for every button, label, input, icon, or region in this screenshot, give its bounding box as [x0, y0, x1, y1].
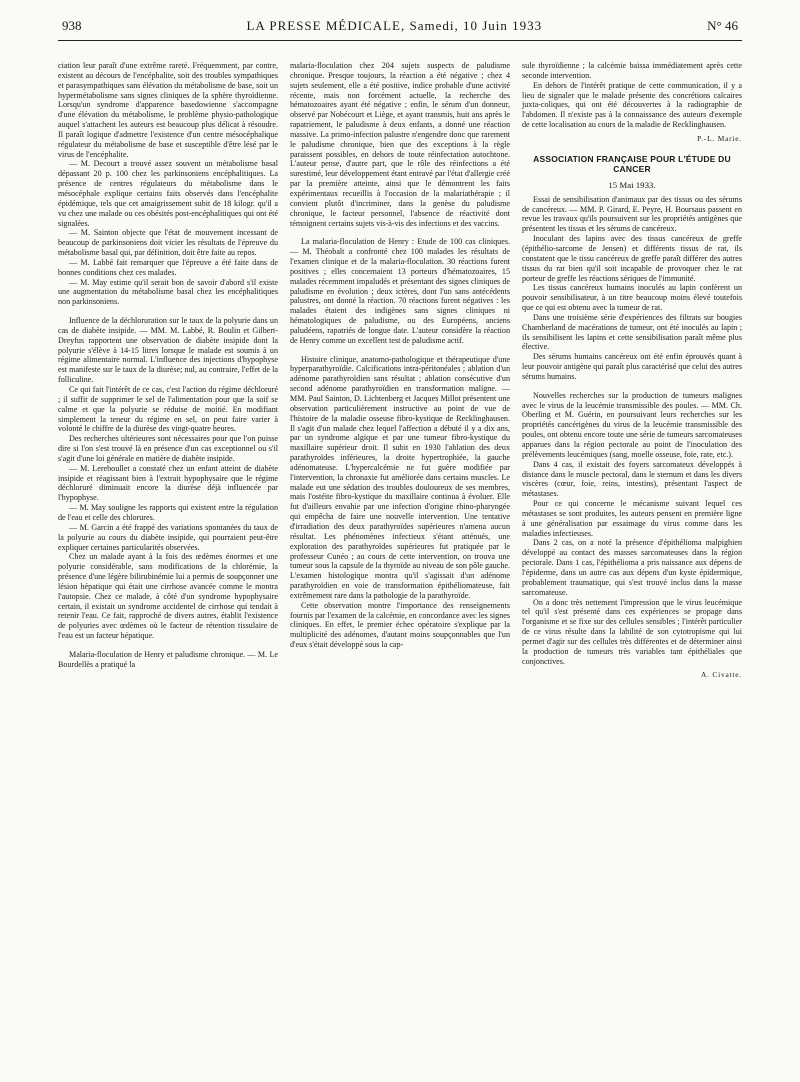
paragraph: — M. Sainton objecte que l'état de mouvement incessant de beaucoup de parkinsoniens doit vicier les résultats de l'épreuve du métabolisme basal qui, par définition, doit être faite au repos.: [58, 228, 278, 258]
paragraph: Cette observation montre l'importance des renseignements fournis par l'examen de la calcémie, en concordance avec les signes cliniques. En effet, le premier échec opératoire s'explique par la multiplicité des adénomes, d'autant moins soupçonnables que l'un d'eux s'était développé sous la cap-: [290, 600, 510, 650]
paragraph: Chez un malade ayant à la fois des œdèmes énormes et une polyurie considérable, sans modifications de la chlorémie, la présence d'une légère bilirubinémie lui a permis de soupçonner une lésion hépatique qui était une cirrhose avancée comme le montra l'autopsie. Chez ce malade, à côté d'un syndrome hypophysaire certain, il existait un syndrome accidentel de cirrhose qui tendait à retenir l'eau. Ce fait, rapproché de divers autres, établit l'existence de polyuries avec œdèmes où le facteur de rétention tissulaire de l'eau est un facteur hépatique.: [58, 552, 278, 641]
paragraph: Inoculant des lapins avec des tissus cancéreux de greffe (épithélio-sarcome de Jensen) et différents tissus de rat, ils constatent que le tissu cancéreux de greffe paraît différer des autres tissus du rat bien qu'il soit incapable de provoquer chez le rat porteur de greffe les réactions sériques de l'immunité.: [522, 234, 742, 283]
paragraph: Influence de la déchloruration sur le taux de la polyurie dans un cas de diabète insipide. — MM. M. Labbé, R. Boulin et Gilbert-Dreyfus rapportent une observation de diabète insipide dont la polyurie s'élève à 14-15 litres lorsque le malade est soumis à un régime alimentaire normal. L'influence des injections d'hypophyse est manifeste sur le taux de la diurèse; nul, au contraire, l'effet de la folliculine.: [58, 316, 278, 385]
column-2: [290, 61, 510, 680]
paragraph: On a donc très nettement l'impression que le virus leucémique tel qu'il s'est présenté dans ces expériences se propage dans l'organisme et se fixe sur des cellules sensibles ; l'intérêt particulier de ce virus résulte dans la labilité de son cytotropisme qui lui permet d'agir sur des cellules très différentes et de déterminer ainsi la production de tumeurs très variables tant épithéliales que conjonctives.: [522, 597, 742, 666]
paragraph: — M. Lereboullet a constaté chez un enfant atteint de diabète insipide et réagissant bien à l'extrait hypophysaire que le régime déchloruré diminuait encore la diurèse déjà influencée par l'hypophyse.: [58, 463, 278, 503]
issue-number: N° 46: [707, 18, 738, 33]
page-number: 938: [62, 18, 82, 33]
paragraph: Les tissus cancéreux humains inoculés au lapin confèrent un pouvoir sensibilisateur, à un titre beaucoup moins élevé toutefois que ce qui est obtenu avec la tumeur de rat.: [522, 283, 742, 313]
paragraph: Essai de sensibilisation d'animaux par des tissus ou des sérums de cancéreux. — MM. P. Girard, E. Peyre, H. Boursaus passent en revue les travaux qu'ils poursuivent sur les propriétés antigènes que présentent les tissus et les sérums de cancéreux.: [522, 194, 742, 234]
paragraph: — M. Garcin a été frappé des variations spontanées du taux de la polyurie au cours du diabète insipide, qui pourraient peut-être expliquer certaines particularités observées.: [58, 522, 278, 552]
paragraph: Pour ce qui concerne le mécanisme suivant lequel ces métastases se sont produites, les auteurs pensent en première ligne à une généralisation par essaimage du virus comme dans les maladies infectieuses.: [522, 499, 742, 538]
section-heading: ASSOCIATION FRANÇAISE POUR L'ÉTUDE DU CANCER: [533, 153, 731, 174]
article-columns: [58, 61, 742, 680]
paragraph: Nouvelles recherches sur la production de tumeurs malignes avec le virus de la leucémie transmissible des poules. — MM. Ch. Oberling et M. Guérin, en poursuivant leurs recherches sur les propriétés cancérigènes du virus de la leucémie transmissible des poules, ont obtenu encore toute une série de tumeurs sarcomateuses apparues dans la région pectorale au point de l'inoculation des prélèvements leucémiques (sang, moelle osseuse, foie, rate, etc.).: [522, 390, 742, 459]
paragraph: Dans une troisième série d'expériences des filtrats sur bougies Chamberland de macérations de tumeur, ont été inoculés au lapin ; ils sensibilisent les lapins et cette sensibilisation paraît même plus élective.: [522, 312, 742, 352]
paragraph: — M. May estime qu'il serait bon de savoir d'abord s'il existe une augmentation du métabolisme basal chez les encéphalitiques non parkinsoniens.: [58, 277, 278, 307]
paragraph: Dans 4 cas, il existait des foyers sarcomateux développés à distance dans le muscle pectoral, dans le sternum et dans les divers viscères (cœur, foie, reins, intestins), présentant l'aspect de métastases.: [522, 459, 742, 499]
paragraph: Des recherches ultérieures sont nécessaires pour que l'on puisse dire si l'on s'est trouvé là en présence d'un cas exceptionnel ou s'il s'agit d'une loi générale en matière de diabète insipide.: [58, 434, 278, 463]
session-date: 15 Mai 1933.: [608, 179, 656, 190]
paragraph: En dehors de l'intérêt pratique de cette communication, il y a lieu de signaler que le malade présente des concrétions calcaires juxta-coliques, qui ont été découvertes à la radiographie de l'abdomen. Il n'existe pas à la connaissance des auteurs d'exemple de cette localisation au cours de la maladie de Recklinghausen.: [522, 80, 742, 130]
paragraph: Histoire clinique, anatomo-pathologique et thérapeutique d'une hyperparathyroïdie. Calcifications intra-péritonéales ; ablation d'un adénome parathyroïdien sans résultat ; ablation consécutive d'un second adénome parathyroïdien en transformation maligne. — MM. Paul Sainton, D. Lichtenberg et Jacques Millot présentent une observation particulièrement instructive au point de vue de l'histoire de la maladie osseuse fibro-kystique de Recklinghausen. Il s'agit d'un malade chez lequel l'affection a débuté il y a dix ans, par un syndrome algique et par une tumeur fibro-kystique du maxillaire supérieur droit. Il subit en 1930 l'ablation des deux parathyroïdes inférieures, la droite hypertrophiée, la gauche adénomateuse. L'hypercalcémie ne fut guère modifiée par l'intervention, la chronaxie fut améliorée dans certains muscles. Le malade eut une sédation des troubles douloureux de ses membres, mais l'ostéite fibro-kystique du maxillaire continua à évoluer. Elle fut d'ailleurs envahie par une infection d'origine rhino-pharyngée qui empêcha de faire une nouvelle intervention. Une tentative d'irradiation des deux parathyroïdes supérieures n'amena aucun résultat. Les phénomènes infectieux s'étant atténués, une exploration des parathyroïdes supérieures fut pratiquée par le professeur Cunéo ; au cours de cette intervention, on trouva une tumeur sous la capsule de la thyroïde au niveau de son pôle gauche. L'examen histologique montra qu'il s'agissait d'un adénome parathyroïdien en voie de transformation épithéliomateuse, fait extrêmement rare dans la pathologie de la parathyroïde.: [290, 354, 510, 600]
page-header: [58, 18, 742, 41]
paragraph: ciation leur paraît d'une extrême rareté. Fréquemment, par contre, existent au décours de l'encéphalite, soit des troubles sympathiques et parasympathiques sans élévation du métabolisme de base, soit un hypermétabolisme sans signes cliniques de la sphère thyroïdienne. Lorsqu'un syndrome d'apparence basedowienne s'accompagne d'une élévation du métabolisme, le problème physio-pathologique auquel s'attachent les auteurs est beaucoup plus délicat à résoudre. Il paraît logique d'admettre l'existence d'un centre mésocéphalique régulateur du métabolisme de base et susceptible d'être lésé par le virus de l'encéphalite.: [58, 61, 278, 159]
paragraph: — M. Decourt a trouvé assez souvent un métabolisme basal dépassant 20 p. 100 chez les parkinsoniens encéphalitiques. La présence de centres régulateurs du métabolisme dans le mésocéphale explique certains faits observés dans l'encéphalite épidémique, tels que cet amaigrissement subit de 18 kilogr. qu'il a vu chez une malade ou ces obésités post-encéphalitiques qui ont été signalées.: [58, 159, 278, 228]
author-signature: A. Civatte.: [700, 670, 742, 680]
paragraph: Dans 2 cas, on a noté la présence d'épithélioma malpighien développé au contact des masses sarcomateuses dans la région pectorale. Dans 1 cas, l'épithélioma a pris naissance aux dépens de l'épiderme, dans un autre cas aux dépens d'un kyste épidermique, probablement traumatique, qui s'est trouvé inclus dans la masse sarcomateuse.: [522, 538, 742, 597]
column-1: [58, 61, 278, 680]
paragraph: La malaria-floculation de Henry : Etude de 100 cas cliniques. — M. Théobalt a confronté chez 100 malades les résultats de l'examen clinique et de la malaria-floculation. 30 réactions furent positives ; elles concernaient 13 porteurs d'hématozoaires, 15 malades récemment impaludés et présentant des signes cliniques de paludisme en évolution ; deux ictères, dont l'un sans antécédents palustres, ont donné la réaction. 70 réactions furent négatives : les malades étaient des indigènes sans signes cliniques ni hématologiques de paludisme, ou des Européens, anciens paludéens, rapatriés de longue date. L'auteur considère la réaction de Henry comme un excellent test de paludisme actif.: [290, 237, 510, 345]
journal-title: LA PRESSE MÉDICALE, Samedi, 10 Juin 1933: [246, 18, 543, 33]
author-signature: P.-L. Marie.: [697, 133, 742, 143]
paragraph: — M. Labbé fait remarquer que l'épreuve a été faite dans de bonnes conditions chez ces malades.: [58, 257, 278, 277]
paragraph: Ce qui fait l'intérêt de ce cas, c'est l'action du régime déchloruré ; il suffit de supprimer le sel de l'alimentation pour que la soif se calme et que la polyurie se réduise de moitié. En modifiant simplement la teneur du régime en sel, on peut faire varier à volonté le chiffre de la diurèse des vingt-quatre heures.: [58, 385, 278, 434]
paragraph: — M. May souligne les rapports qui existent entre la régulation de l'eau et celle des chlorures.: [58, 503, 278, 522]
paragraph: Malaria-floculation de Henry et paludisme chronique. — M. Le Bourdellès a pratiqué la: [58, 649, 278, 669]
paragraph: malaria-floculation chez 204 sujets suspects de paludisme chronique. Presque toujours, la réaction a été négative ; chez 4 sujets seulement, elle a été positive, indice probable d'une activité récente, mais non forcément actuelle, la recherche des hématozoaires ayant été négative ; enfin, le sérum d'un donneur, observé par Nobécourt et Liège, et ayant transmis, huit ans après le rapatriement, le paludisme à deux enfants, a donné une réaction massive. La primo-infection palustre n'engendre donc que rarement le paludisme chronique, bien que des exceptions à la règle paraissent possibles, en dehors de toute réinfectation autochtone. L'auteur pense, d'autre part, que le rôle des réinfections a été surestimé, leur développement étant entravé par l'état d'allergie créé par la première atteinte, ainsi que le démontrent les faits expérimentaux recueillis à l'occasion de la malariathérapie ; il convient plutôt d'incriminer, dans la genèse du paludisme chronique, le facteur personnel, l'absence de réactivité dont témoignent certains sujets vis-à-vis des infections et des vaccins.: [290, 61, 510, 228]
paragraph: Des sérums humains cancéreux ont été enfin éprouvés quant à leur pouvoir antigène qui paraît plus caractérisé que celui des autres sérums humains.: [522, 352, 742, 381]
paragraph: sule thyroïdienne ; la calcémie baissa immédiatement après cette seconde intervention.: [522, 61, 742, 80]
column-3: [522, 61, 742, 680]
